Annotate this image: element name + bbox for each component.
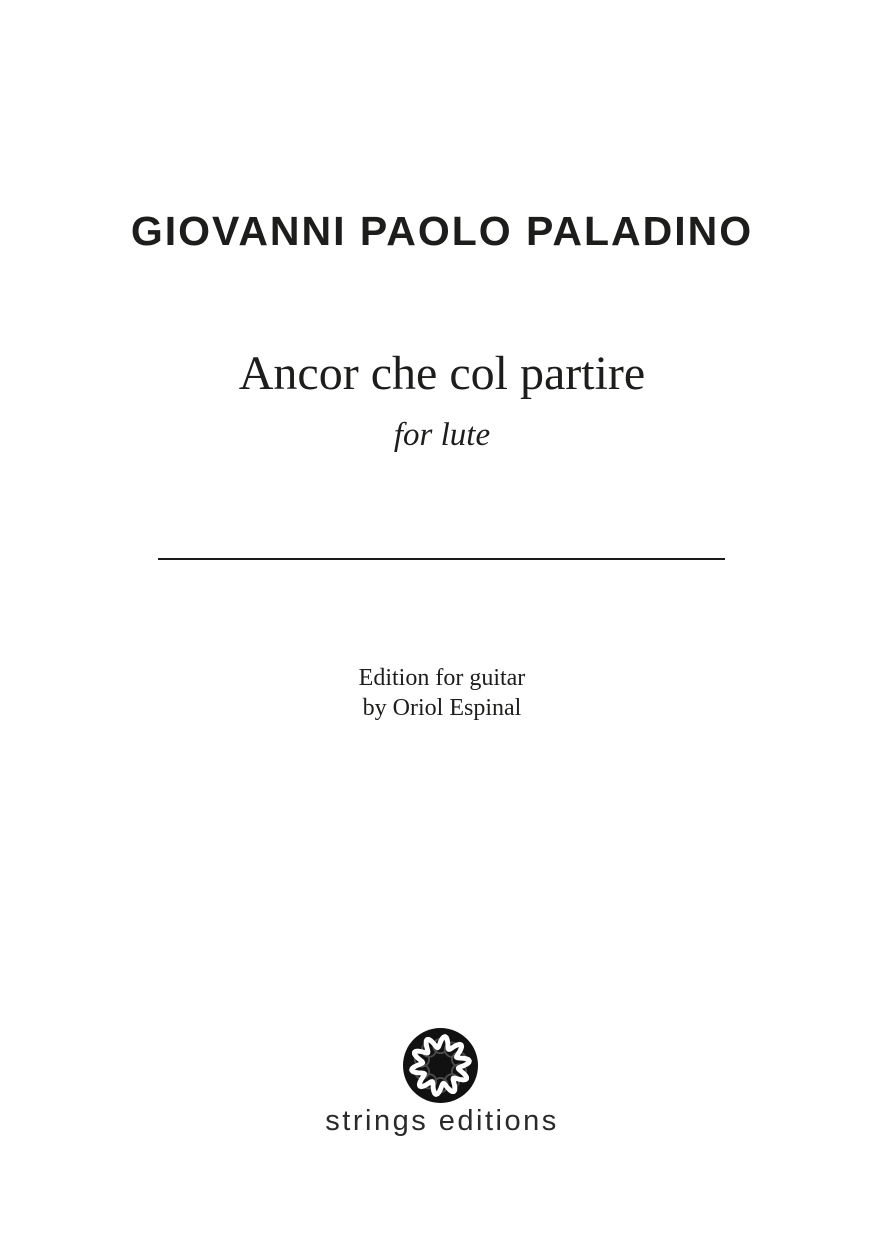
divider-line bbox=[158, 558, 725, 560]
composer-name: GIOVANNI PAOLO PALADINO bbox=[130, 208, 754, 254]
rosette-logo-icon bbox=[403, 1028, 478, 1103]
edition-line-1: Edition for guitar bbox=[358, 665, 526, 691]
work-title: Ancor che col partire bbox=[238, 347, 646, 400]
edition-credit bbox=[0, 663, 884, 723]
publisher-name: strings editions bbox=[325, 1105, 559, 1137]
work-subtitle: for lute bbox=[393, 417, 491, 453]
edition-line-2: by Oriol Espinal bbox=[362, 695, 522, 721]
